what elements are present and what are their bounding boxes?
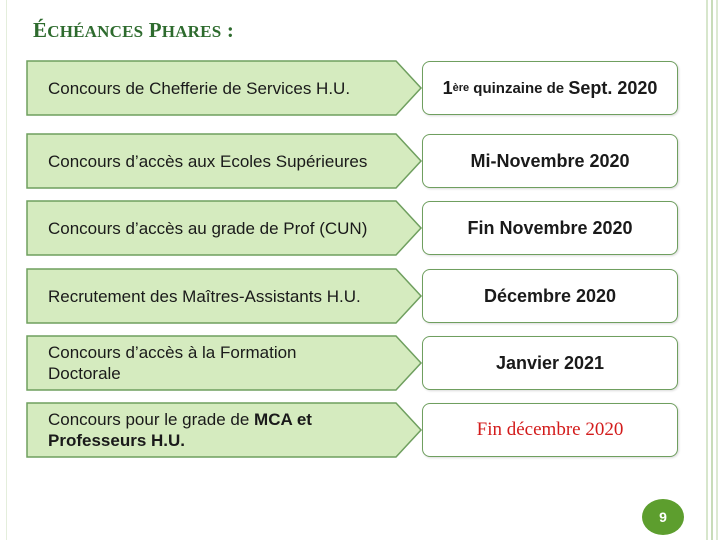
milestone-label-mca-professeurs: Concours pour le grade de MCA et Professeurs H.U. — [26, 402, 422, 458]
milestone-label-ecoles-superieures: Concours d’accès aux Ecoles Supérieures — [26, 133, 422, 189]
page-number-badge: 9 — [642, 499, 684, 535]
milestone-date-chefferie: 1 ère quinzaine de Sept. 2020 — [422, 61, 678, 115]
milestone-date-prof-cun: Fin Novembre 2020 — [422, 201, 678, 255]
milestone-label-prof-cun: Concours d’accès au grade de Prof (CUN) — [26, 200, 422, 256]
milestone-date-maitres-assistants: Décembre 2020 — [422, 269, 678, 323]
milestone-date-mca-professeurs: Fin décembre 2020 — [422, 403, 678, 457]
milestone-label-formation-doctorale: Concours d’accès à la Formation Doctorale — [26, 335, 422, 391]
milestone-label-maitres-assistants: Recrutement des Maîtres-Assistants H.U. — [26, 268, 422, 324]
milestone-date-ecoles-superieures: Mi-Novembre 2020 — [422, 134, 678, 188]
milestone-label-chefferie: Concours de Chefferie de Services H.U. — [26, 60, 422, 116]
slide-title: ÉCHÉANCES PHARES : — [33, 18, 235, 42]
milestone-date-formation-doctorale: Janvier 2021 — [422, 336, 678, 390]
